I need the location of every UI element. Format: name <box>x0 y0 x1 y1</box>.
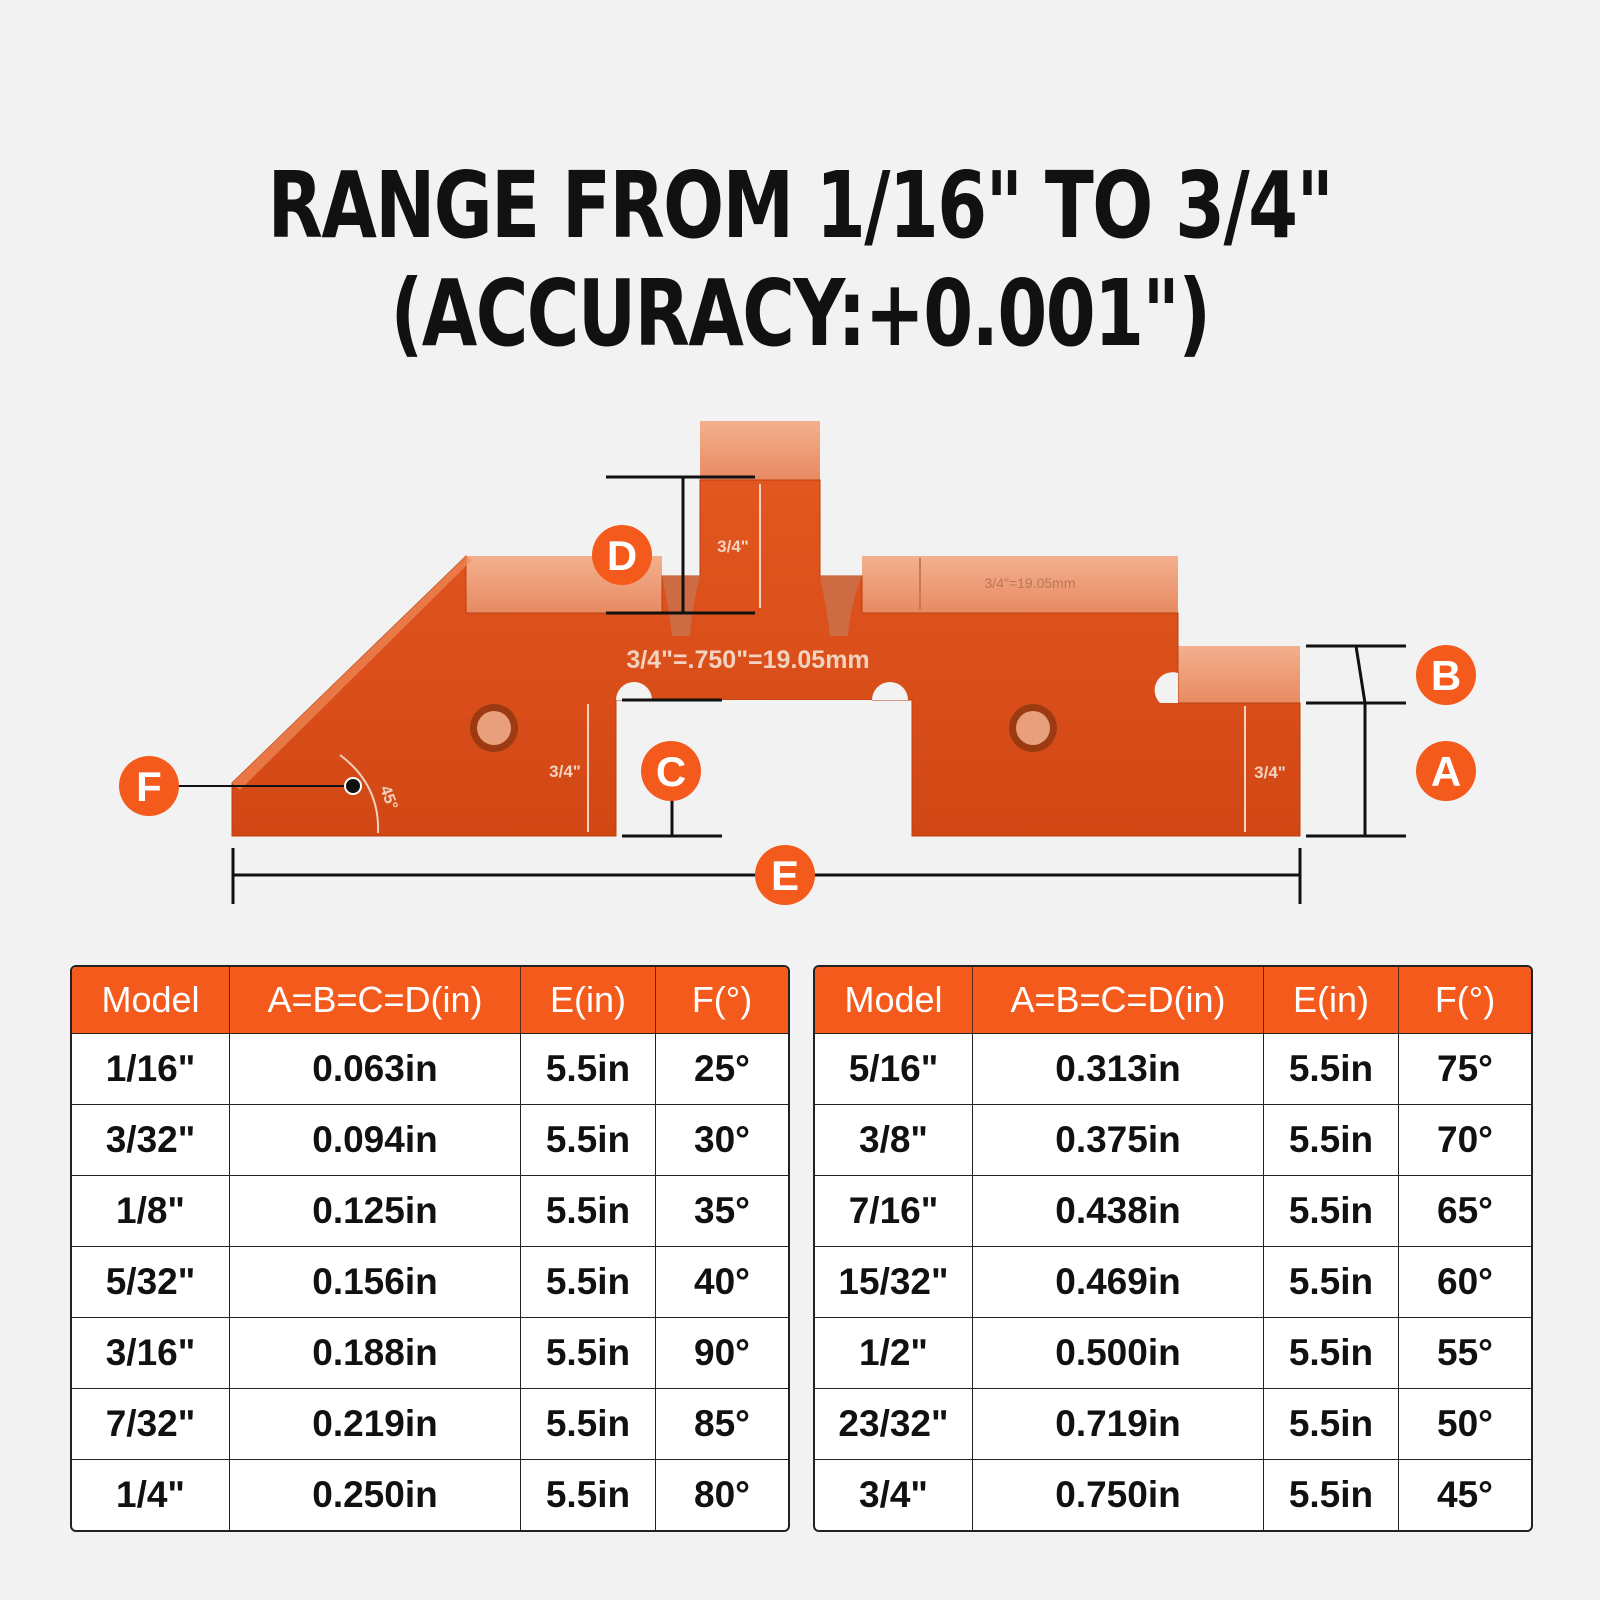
cell-length: 5.5in <box>521 1246 656 1317</box>
cell-length: 5.5in <box>1264 1459 1399 1530</box>
cell-dimension: 0.375in <box>973 1104 1264 1175</box>
cell-length: 5.5in <box>521 1317 656 1388</box>
label-b-badge <box>1416 645 1476 705</box>
cell-model: 5/32" <box>72 1246 230 1317</box>
cell-dimension: 0.219in <box>230 1388 521 1459</box>
table-row <box>72 1104 788 1175</box>
cell-length: 5.5in <box>521 1104 656 1175</box>
cell-angle: 50° <box>1399 1388 1531 1459</box>
engraving-main: 3/4"=.750"=19.05mm <box>626 646 870 674</box>
table-row <box>72 1459 788 1530</box>
cell-angle: 30° <box>656 1104 788 1175</box>
header-dimension: A=B=C=D(in) <box>973 967 1264 1033</box>
table-row <box>72 1246 788 1317</box>
cell-length: 5.5in <box>1264 1104 1399 1175</box>
spec-table-right <box>813 965 1533 1532</box>
headline-line-1: RANGE FROM 1/16" TO 3/4" <box>267 152 1333 259</box>
table-row <box>815 1459 1531 1530</box>
cell-angle: 40° <box>656 1246 788 1317</box>
table-row <box>815 1033 1531 1104</box>
cell-dimension: 0.094in <box>230 1104 521 1175</box>
header-model: Model <box>815 967 973 1033</box>
header-angle: F(°) <box>656 967 788 1033</box>
cell-length: 5.5in <box>1264 1175 1399 1246</box>
cell-length: 5.5in <box>1264 1317 1399 1388</box>
cell-model: 3/8" <box>815 1104 973 1175</box>
cell-length: 5.5in <box>1264 1388 1399 1459</box>
cell-dimension: 0.125in <box>230 1175 521 1246</box>
cell-model: 1/8" <box>72 1175 230 1246</box>
label-a-badge <box>1416 741 1476 801</box>
label-b: B <box>1430 652 1462 699</box>
table-row <box>72 1388 788 1459</box>
table-row <box>72 1033 788 1104</box>
table-header-row <box>815 967 1531 1033</box>
cell-model: 3/32" <box>72 1104 230 1175</box>
cell-angle: 25° <box>656 1033 788 1104</box>
cell-dimension: 0.500in <box>973 1317 1264 1388</box>
cell-angle: 35° <box>656 1175 788 1246</box>
cell-angle: 90° <box>656 1317 788 1388</box>
cell-model: 3/4" <box>815 1459 973 1530</box>
cell-dimension: 0.188in <box>230 1317 521 1388</box>
header-model: Model <box>72 967 230 1033</box>
engraving-right-step: 3/4"=19.05mm <box>984 575 1076 591</box>
table-header-row <box>72 967 788 1033</box>
header-dimension: A=B=C=D(in) <box>230 967 521 1033</box>
cell-angle: 70° <box>1399 1104 1531 1175</box>
cell-model: 15/32" <box>815 1246 973 1317</box>
header-angle: F(°) <box>1399 967 1531 1033</box>
headline-line-2: (ACCURACY:+0.001") <box>390 260 1210 367</box>
cell-model: 3/16" <box>72 1317 230 1388</box>
label-c-badge <box>641 741 701 801</box>
engraving-left-slot: 3/4" <box>549 762 581 781</box>
cell-length: 5.5in <box>1264 1246 1399 1317</box>
cell-length: 5.5in <box>521 1459 656 1530</box>
label-f: F <box>136 763 162 810</box>
table-row <box>815 1104 1531 1175</box>
label-d-badge <box>592 525 652 585</box>
cell-length: 5.5in <box>521 1033 656 1104</box>
label-c: C <box>655 748 687 795</box>
label-d: D <box>606 532 638 579</box>
label-e: E <box>770 852 800 899</box>
table-row <box>72 1175 788 1246</box>
engraving-angle: 45° <box>376 783 401 813</box>
label-e-badge <box>755 845 815 905</box>
cell-angle: 55° <box>1399 1317 1531 1388</box>
cell-dimension: 0.063in <box>230 1033 521 1104</box>
cell-dimension: 0.469in <box>973 1246 1264 1317</box>
cell-dimension: 0.750in <box>973 1459 1264 1530</box>
cell-dimension: 0.250in <box>230 1459 521 1530</box>
cell-angle: 85° <box>656 1388 788 1459</box>
cell-length: 5.5in <box>1264 1033 1399 1104</box>
mounting-hole-left <box>470 704 518 752</box>
label-a: A <box>1430 748 1462 795</box>
cell-dimension: 0.313in <box>973 1033 1264 1104</box>
table-row <box>815 1388 1531 1459</box>
cell-dimension: 0.156in <box>230 1246 521 1317</box>
table-row <box>815 1175 1531 1246</box>
cell-model: 7/16" <box>815 1175 973 1246</box>
cell-model: 1/2" <box>815 1317 973 1388</box>
cell-model: 7/32" <box>72 1388 230 1459</box>
cell-dimension: 0.438in <box>973 1175 1264 1246</box>
cell-length: 5.5in <box>521 1175 656 1246</box>
spec-table-left <box>70 965 790 1532</box>
cell-angle: 65° <box>1399 1175 1531 1246</box>
cell-angle: 75° <box>1399 1033 1531 1104</box>
cell-angle: 60° <box>1399 1246 1531 1317</box>
label-f-badge <box>119 756 179 816</box>
cell-length: 5.5in <box>521 1388 656 1459</box>
cell-model: 1/4" <box>72 1459 230 1530</box>
header-length: E(in) <box>521 967 656 1033</box>
table-body-left <box>72 1033 788 1530</box>
header-length: E(in) <box>1264 967 1399 1033</box>
table-body-right <box>815 1033 1531 1530</box>
cell-dimension: 0.719in <box>973 1388 1264 1459</box>
table-row <box>815 1317 1531 1388</box>
table-row <box>815 1246 1531 1317</box>
cell-model: 5/16" <box>815 1033 973 1104</box>
setup-block-diagram <box>0 400 1600 920</box>
table-row <box>72 1317 788 1388</box>
mounting-hole-right <box>1009 704 1057 752</box>
engraving-top-tab: 3/4" <box>717 537 749 556</box>
cell-model: 1/16" <box>72 1033 230 1104</box>
cell-angle: 45° <box>1399 1459 1531 1530</box>
engraving-right-end: 3/4" <box>1254 763 1286 782</box>
cell-angle: 80° <box>656 1459 788 1530</box>
cell-model: 23/32" <box>815 1388 973 1459</box>
